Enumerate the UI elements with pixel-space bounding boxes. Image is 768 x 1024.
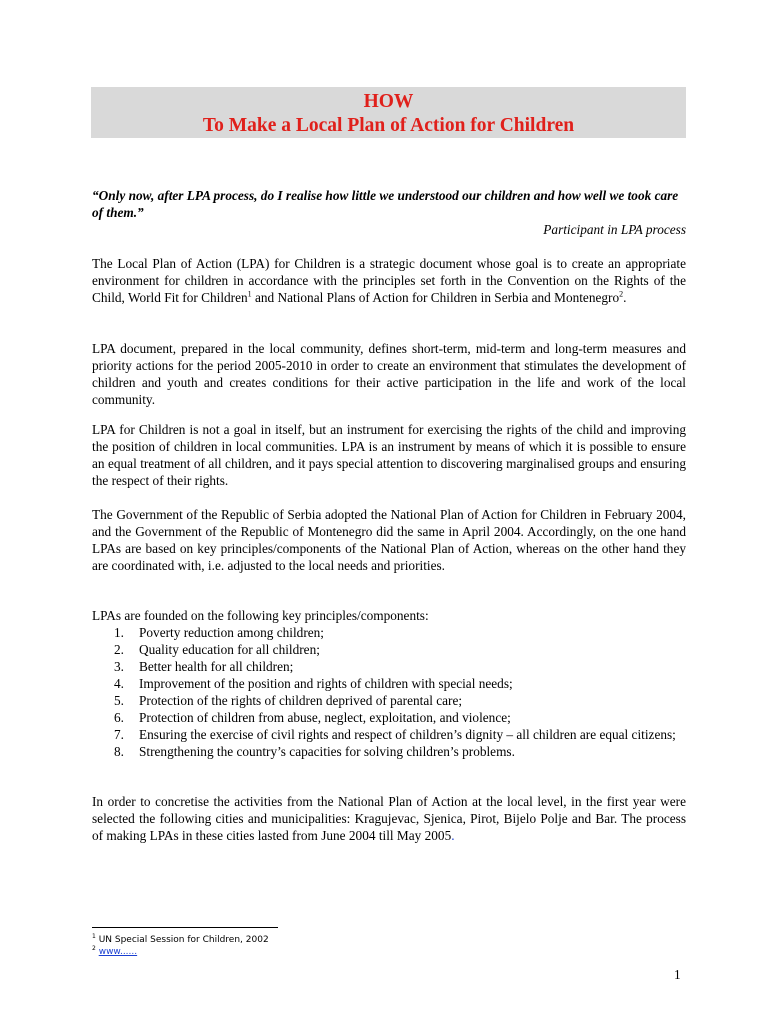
footnote-link[interactable]: www......: [98, 947, 138, 957]
paragraph-text: In order to concretise the activities from the National Plan of Action at the local level, in the first year were selected the following cities and municipalities: Kragujevac, Sjenica, Pirot, Bijelo Polje and Bar. The process of making LPAs in these cities lasted from June 2004 till May 2005: [92, 794, 686, 843]
principles-list: [92, 624, 686, 760]
list-item: [92, 726, 686, 743]
paragraph-text: and National Plans of Action for Children in Serbia and Montenegro: [251, 290, 620, 305]
list-item-number: 3.: [114, 659, 124, 674]
list-item-number: 7.: [114, 727, 124, 742]
list-item-text: Quality education for all children;: [139, 642, 320, 657]
list-item: [92, 692, 686, 709]
list-item-number: 6.: [114, 710, 124, 725]
footnote-divider: [92, 927, 278, 928]
footnote-number: 2: [92, 945, 96, 952]
footnote-2: [92, 946, 137, 958]
footnote-number: 1: [92, 933, 96, 940]
list-item: [92, 743, 686, 760]
paragraph-lpa-definition: [92, 255, 686, 306]
list-item-text: Improvement of the position and rights of children with special needs;: [139, 676, 513, 691]
paragraph-text: The Local Plan of Action (LPA) for Children is a strategic document whose goal is to create an appropriate environment for children in accordance with the principles set forth in the Convention on the Rights of the Child, World Fit for Children: [92, 256, 686, 305]
list-item: [92, 641, 686, 658]
page-title: To Make a Local Plan of Action for Children: [202, 115, 575, 136]
list-item-text: Better health for all children;: [139, 659, 294, 674]
paragraph-pilot-cities: [92, 793, 686, 844]
principles-intro: LPAs are founded on the following key principles/components:: [92, 608, 429, 623]
list-item-text: Ensuring the exercise of civil rights and respect of children’s dignity – all children are equal citizens;: [139, 727, 676, 742]
list-item-number: 4.: [114, 676, 124, 691]
paragraph-lpa-instrument: LPA for Children is not a goal in itself, but an instrument for exercising the rights of the child and improving the position of children in local communities. LPA is an instrument by means of which it is possible to ensure an equal treatment of all children, and it pays special attention to discovering marginalised groups and ensuring the respect of their rights.: [92, 422, 686, 488]
list-item-text: Poverty reduction among children;: [139, 625, 325, 640]
list-item-number: 8.: [114, 744, 124, 759]
quote-attribution: Participant in LPA process: [543, 222, 686, 237]
title-banner: [91, 87, 686, 138]
page-number: 1: [674, 967, 681, 982]
title-line-how: HOW: [363, 91, 414, 112]
list-item-text: Protection of the rights of children deprived of parental care;: [139, 693, 463, 708]
footnote-1: [92, 934, 269, 946]
footnote-ref-1[interactable]: 1: [247, 289, 252, 299]
list-item-text: Protection of children from abuse, neglect, exploitation, and violence;: [139, 710, 511, 725]
list-item: [92, 675, 686, 692]
list-item-number: 1.: [114, 625, 124, 640]
epigraph-quote: “Only now, after LPA process, do I realise how little we understood our children and how well we took care of them.”: [92, 188, 679, 220]
list-item-number: 2.: [114, 642, 124, 657]
paragraph-lpa-document: LPA document, prepared in the local community, defines short-term, mid-term and long-term measures and priority actions for the period 2005-2010 in order to create an environment that stimulates the development of children and youth and creates conditions for their active participation in the life and work of the local community.: [92, 341, 686, 407]
paragraph-end-mark: .: [451, 828, 455, 843]
paragraph-text: .: [623, 290, 627, 305]
footnote-ref-2[interactable]: 2: [619, 289, 624, 299]
paragraph-government: The Government of the Republic of Serbia adopted the National Plan of Action for Children in February 2004, and the Government of the Republic of Montenegro did the same in April 2004. Accordingly, on the one hand LPAs are based on key principles/components of the National Plan of Action, whereas on the other hand they are coordinated with, i.e. adjusted to the local needs and priorities.: [92, 507, 686, 573]
list-item-text: Strengthening the country’s capacities for solving children’s problems.: [139, 744, 515, 759]
list-item-number: 5.: [114, 693, 124, 708]
list-item: [92, 709, 686, 726]
list-item: [92, 624, 686, 641]
footnote-text: UN Special Session for Children, 2002: [98, 935, 269, 945]
list-item: [92, 658, 686, 675]
